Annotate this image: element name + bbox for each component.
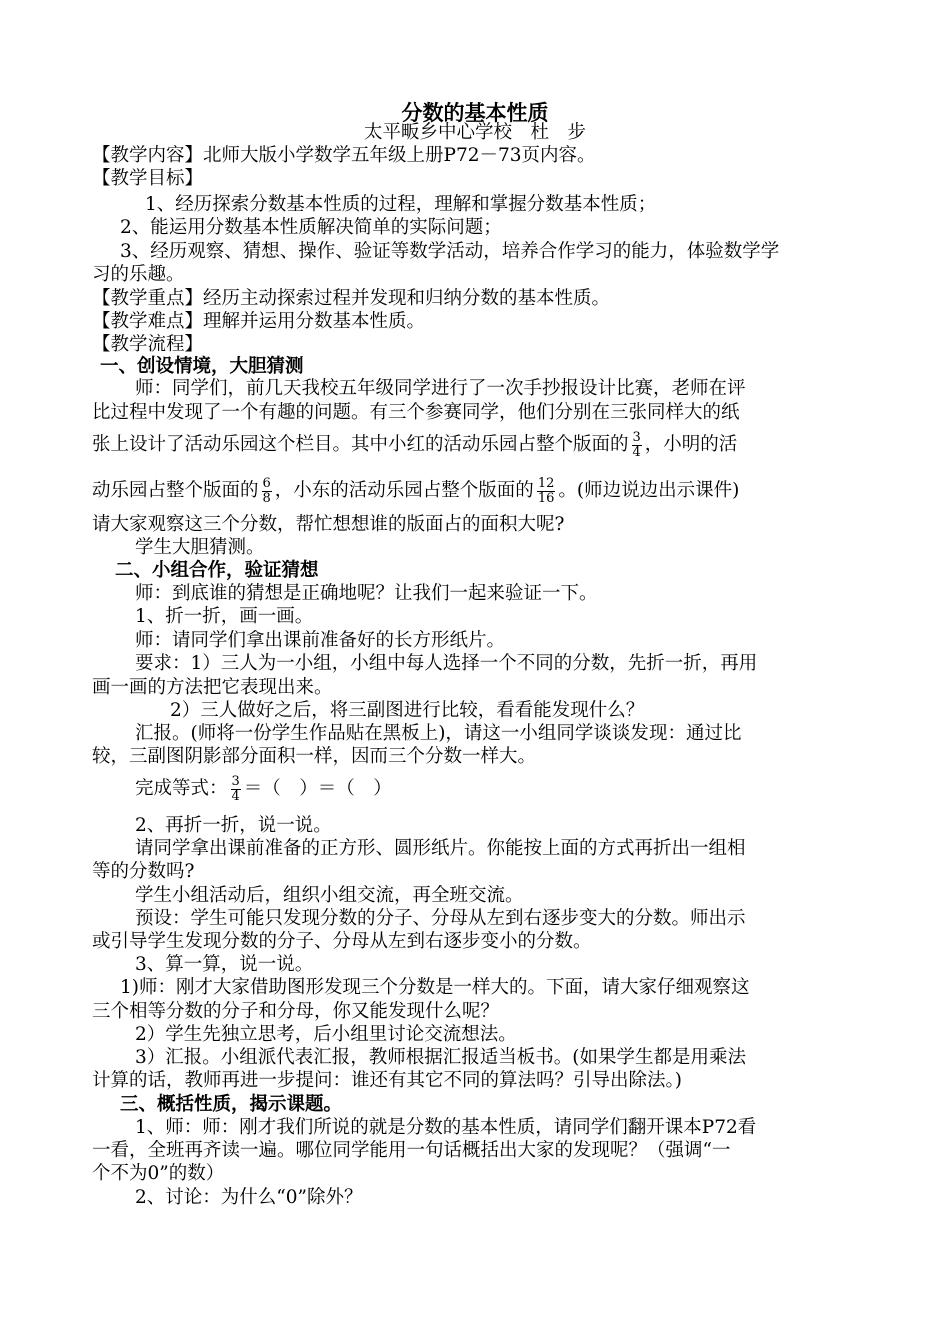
paragraph-line — [92, 472, 862, 510]
paragraph-line: 2、再折一折，说一说。 — [135, 815, 332, 836]
document-title: 分数的基本性质 — [401, 100, 549, 125]
fraction-numerator: 3 — [231, 773, 240, 789]
paragraph-line: 请同学拿出课前准备的正方形、圆形纸片。你能按上面的方式再折出一组相 — [135, 838, 746, 859]
paragraph-line: 或引导学生发现分数的分子、分母从左到右逐步变小的分数。 — [92, 931, 592, 952]
paragraph-line: 学生小组活动后，组织小组交流，再全班交流。 — [135, 885, 524, 906]
fraction — [537, 477, 556, 506]
section-3-heading: 三、概括性质，揭示课题。 — [120, 1094, 343, 1115]
paragraph-line: 1)师：刚才大家借助图形发现三个分数是一样大的。下面，请大家仔细观察这 — [120, 977, 750, 998]
paragraph-line: 较，三副图阴影部分面积一样，因而三个分数一样大。 — [92, 746, 537, 767]
paragraph-line: 师：同学们，前几天我校五年级同学进行了一次手抄报设计比赛，老师在评 — [135, 378, 746, 399]
paragraph-line: 计算的话，教师再进一步提问：谁还有其它不同的算法吗？引导出除法。) — [92, 1070, 682, 1091]
teaching-goals-heading: 【教学目标】 — [92, 168, 204, 189]
text-run: 动乐园占整个版面的 — [92, 480, 259, 501]
fraction-numerator: 12 — [537, 475, 555, 491]
text-run: 完成等式： — [135, 778, 228, 799]
section-2-heading: 二、小组合作，验证猜想 — [115, 560, 319, 581]
paragraph-line — [92, 426, 862, 464]
teaching-process-heading: 【教学流程】 — [92, 334, 204, 355]
fraction-numerator: 3 — [632, 429, 641, 445]
paragraph-line: 2）学生先独立思考，后小组里讨论交流想法。 — [135, 1024, 517, 1045]
text-run: ＝（ ）＝（ ） — [243, 778, 392, 799]
paragraph-line: 师：到底谁的猜想是正确地呢？让我们一起来验证一下。 — [135, 583, 598, 604]
paragraph-line: 要求：1）三人为一小组，小组中每人选择一个不同的分数，先折一折，再用 — [135, 653, 758, 674]
paragraph-line: 请大家观察这三个分数，帮忙想想谁的版面占的面积大呢? — [92, 514, 565, 535]
goal-1: 1、经历探索分数基本性质的过程，理解和掌握分数基本性质； — [145, 194, 657, 215]
paragraph-line: 汇报。(师将一份学生作品贴在黑板上)，请这一小组同学谈谈发现：通过比 — [135, 723, 742, 744]
teaching-difficulty: 【教学难点】理解并运用分数基本性质。 — [92, 311, 426, 332]
paragraph-line: 3）汇报。小组派代表汇报，教师根据汇报适当板书。(如果学生都是用乘法 — [135, 1047, 746, 1068]
fraction-numerator: 6 — [262, 475, 271, 491]
paragraph-line: 3、算一算，说一说。 — [135, 954, 314, 975]
paragraph-line: 画一画的方法把它表现出来。 — [92, 677, 333, 698]
text-run: ，小东的活动乐园占整个版面的 — [274, 480, 534, 501]
paragraph-line: 2、讨论：为什么“0”除外？ — [135, 1187, 363, 1208]
text-run: 。(师边说边出示课件) — [558, 480, 740, 501]
teaching-content: 【教学内容】北师大版小学数学五年级上册P72－73页内容。 — [92, 145, 596, 166]
document-author: 太平畈乡中心学校 杜 步 — [363, 122, 586, 143]
paragraph-line — [135, 768, 905, 810]
fraction-denominator: 4 — [632, 444, 641, 460]
paragraph-line: 学生大胆猜测。 — [135, 537, 265, 558]
paragraph-line: 三个相等分数的分子和分母，你又能发现什么呢？ — [92, 1001, 500, 1022]
paragraph-line: 比过程中发现了一个有趣的问题。有三个参赛同学，他们分别在三张同样大的纸 — [92, 402, 740, 423]
paragraph-line: 师：请同学们拿出课前准备好的长方形纸片。 — [135, 630, 506, 651]
goal-3: 3、经历观察、猜想、操作、验证等数学活动，培养合作学习的能力，体验数学学 — [120, 241, 780, 262]
paragraph-line: 个不为0”的数） — [92, 1163, 225, 1184]
paragraph-line: 1、折一折，画一画。 — [135, 606, 314, 627]
paragraph-line: 预设：学生可能只发现分数的分子、分母从左到右逐步变大的分数。师出示 — [135, 908, 746, 929]
fraction-denominator: 16 — [537, 490, 555, 506]
fraction-denominator: 8 — [262, 490, 271, 506]
paragraph-line: 2）三人做好之后，将三副图进行比较，看看能发现什么？ — [170, 700, 645, 721]
fraction — [262, 477, 272, 506]
fraction — [632, 431, 642, 460]
paragraph-line: 一看，全班再齐读一遍。哪位同学能用一句话概括出大家的发现呢？（强调“一 — [92, 1140, 731, 1161]
fraction-denominator: 4 — [231, 788, 240, 804]
teaching-focus: 【教学重点】经历主动探索过程并发现和归纳分数的基本性质。 — [92, 288, 611, 309]
goal-3-cont: 习的乐趣。 — [92, 264, 185, 285]
goal-2: 2、能运用分数基本性质解决简单的实际问题； — [120, 217, 502, 238]
section-1-heading: 一、创设情境，大胆猜测 — [100, 356, 304, 377]
paragraph-line: 等的分数吗? — [92, 861, 195, 882]
paragraph-line: 1、师：师：刚才我们所说的就是分数的基本性质，请同学们翻开课本P72看 — [135, 1117, 757, 1138]
text-run: ，小明的活 — [644, 434, 738, 455]
fraction — [231, 775, 241, 804]
text-run: 张上设计了活动乐园这个栏目。其中小红的活动乐园占整个版面的 — [92, 434, 629, 455]
